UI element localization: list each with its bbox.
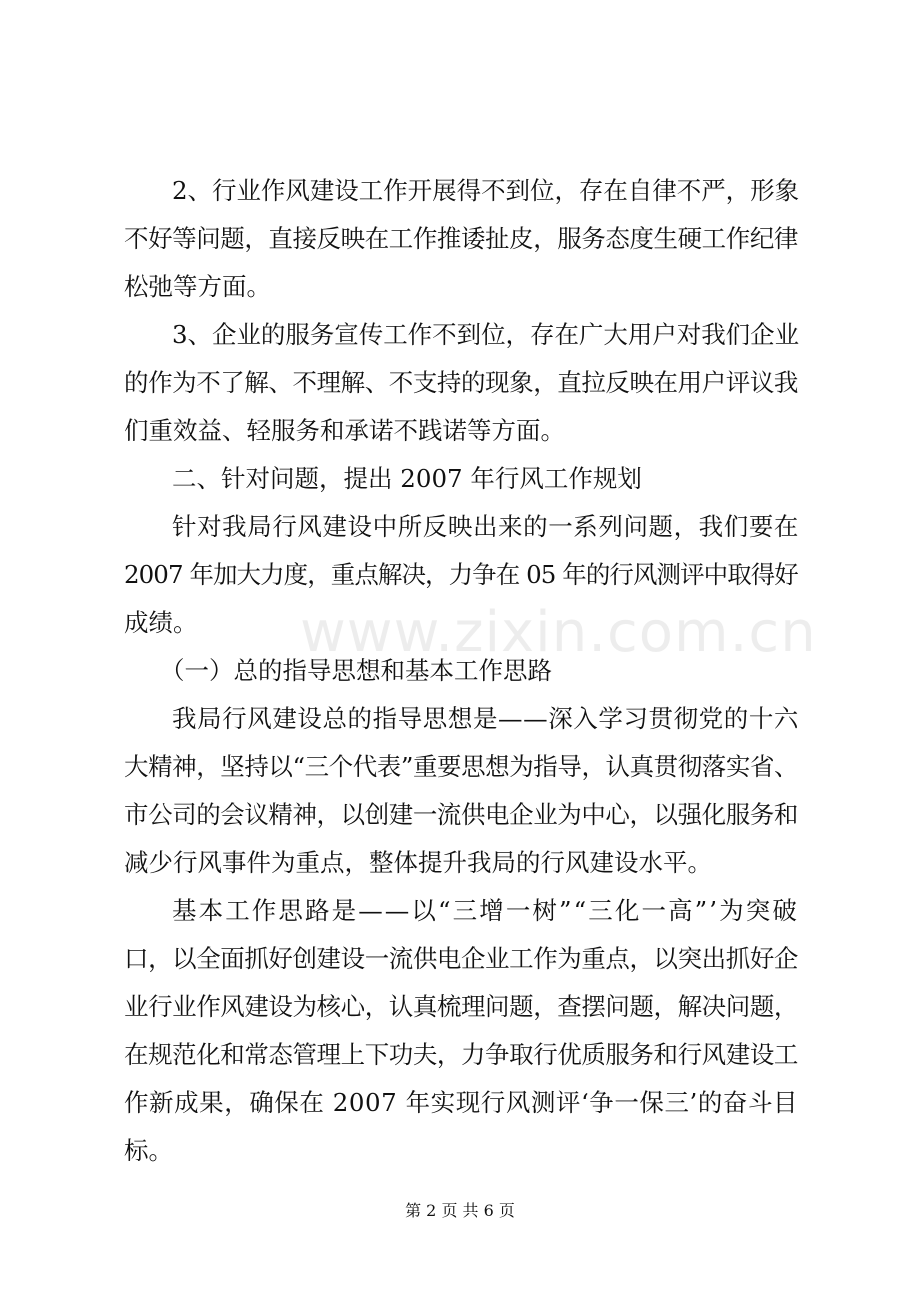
text-line	[0, 320, 920, 350]
line-text: 们重效益、轻服务和承诺不践诺等方面。	[124, 416, 565, 445]
line-text: 业行业作风建设为核心，认真梳理问题，查摆问题，解决问题，	[124, 992, 798, 1021]
line-text: 减少行风事件为重点，整体提升我局的行风建设水平。	[124, 848, 712, 877]
line-text: 在规范化和常态管理上下功夫，力争取行优质服务和行风建设工	[124, 1040, 798, 1069]
line-text: 不好等问题，直接反映在工作推诿扯皮，服务态度生硬工作纪律	[124, 224, 798, 253]
line-text: 我局行风建设总的指导思想是——深入学习贯彻党的十六	[172, 704, 799, 733]
line-text: 市公司的会议精神，以创建一流供电企业为中心，以强化服务和	[124, 800, 798, 829]
line-text: 成绩。	[124, 608, 198, 637]
line-text: 口，以全面抓好创建设一流供电企业工作为重点，以突出抓好企	[124, 944, 798, 973]
text-line	[0, 176, 920, 206]
text-line	[0, 416, 920, 446]
text-line	[0, 1088, 920, 1118]
text-line	[0, 896, 920, 926]
text-line	[0, 368, 920, 398]
text-line	[0, 752, 920, 782]
page-footer	[0, 1200, 920, 1222]
line-text: 标。	[124, 1136, 173, 1165]
section-heading	[0, 464, 920, 494]
line-text: 基本工作思路是——以“三增一树”“三化一高”’为突破	[172, 896, 799, 925]
line-text: 2007 年加大力度，重点解决，力争在 05 年的行风测评中取得好	[124, 560, 798, 589]
text-line	[0, 560, 920, 590]
line-text: 2、行业作风建设工作开展得不到位，存在自律不严，形象	[172, 176, 800, 205]
line-text: 的作为不了解、不理解、不支持的现象，直拉反映在用户评议我	[124, 368, 798, 397]
text-line	[0, 992, 920, 1022]
text-line	[0, 1136, 920, 1166]
line-text: 作新成果，确保在 2007 年实现行风测评‘争一保三’的奋斗目	[124, 1088, 799, 1117]
text-line	[0, 944, 920, 974]
text-line	[0, 800, 920, 830]
text-line	[0, 224, 920, 254]
line-text: 松弛等方面。	[124, 272, 271, 301]
text-line	[0, 608, 920, 638]
text-line	[0, 848, 920, 878]
text-line	[0, 272, 920, 302]
line-text: 针对我局行风建设中所反映出来的一系列问题，我们要在	[172, 512, 799, 541]
line-text: （一）总的指导思想和基本工作思路	[160, 656, 552, 685]
subsection-heading	[0, 656, 920, 686]
page-number: 第 2 页 共 6 页	[405, 1201, 515, 1220]
line-text: 3、企业的服务宣传工作不到位，存在广大用户对我们企业	[172, 320, 800, 349]
line-text: 二、针对问题，提出 2007 年行风工作规划	[172, 464, 642, 493]
text-line	[0, 1040, 920, 1070]
text-line	[0, 512, 920, 542]
watermark: www.zixin.com.cn	[300, 600, 817, 665]
line-text: 大精神，坚持以“三个代表”重要思想为指导，认真贯彻落实省、	[124, 752, 799, 781]
text-line	[0, 704, 920, 734]
